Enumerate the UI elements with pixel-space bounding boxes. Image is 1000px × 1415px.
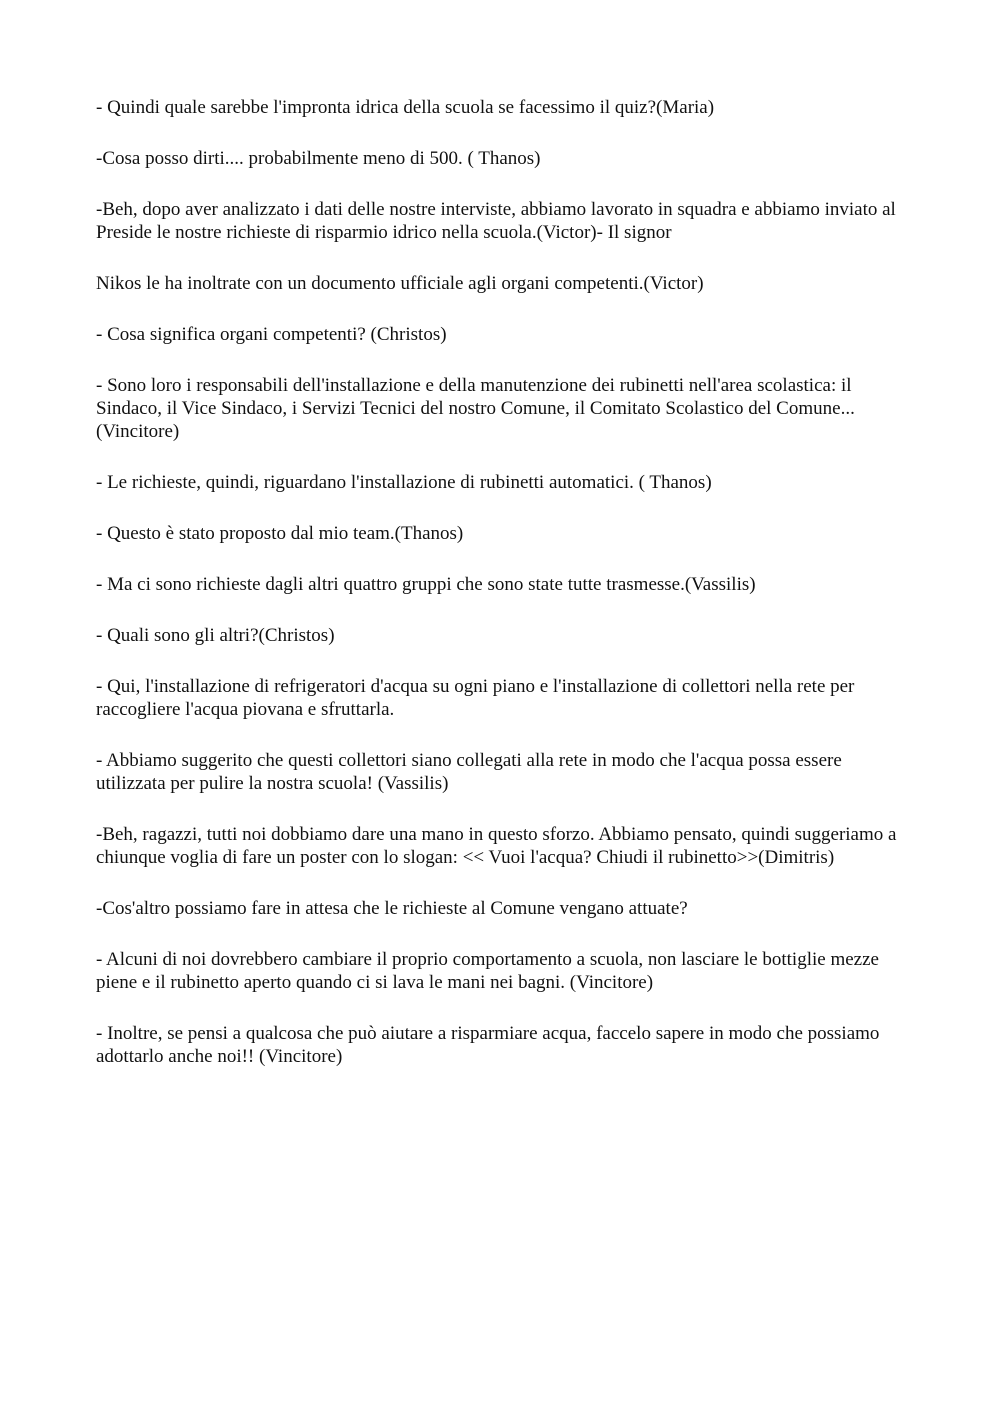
dialogue-line: - Ma ci sono richieste dagli altri quattro gruppi che sono state tutte trasmesse.(Vassilis) [96,574,756,595]
dialogue-line: - Qui, l'installazione di refrigeratori d'acqua su ogni piano e l'installazione di collettori nella rete per raccogliere l'acqua piovana e sfruttarla. [96,676,855,720]
dialogue-line: - Le richieste, quindi, riguardano l'installazione di rubinetti automatici. ( Thanos) [96,472,712,493]
dialogue-line: -Cos'altro possiamo fare in attesa che le richieste al Comune vengano attuate? [96,898,688,919]
dialogue-line: - Sono loro i responsabili dell'installazione e della manutenzione dei rubinetti nell'area scolastica: il Sindaco, il Vice Sindaco, i Servizi Tecnici del nostro Comune, il Comitato Scolastico del Comune... (Vincitore) [96,375,855,442]
dialogue-line: - Cosa significa organi competenti? (Christos) [96,324,447,345]
dialogue-line: - Quindi quale sarebbe l'impronta idrica della scuola se facessimo il quiz?(Maria) [96,97,715,118]
dialogue-line: - Quali sono gli altri?(Christos) [96,625,335,646]
document-body [96,96,908,1096]
dialogue-line: - Abbiamo suggerito che questi collettori siano collegati alla rete in modo che l'acqua possa essere utilizzata per pulire la nostra scuola! (Vassilis) [96,750,842,794]
dialogue-line: - Questo è stato proposto dal mio team.(Thanos) [96,523,464,544]
dialogue-line: -Beh, dopo aver analizzato i dati delle nostre interviste, abbiamo lavorato in squadra e abbiamo inviato al Preside le nostre richieste di risparmio idrico nella scuola.(Victor)- Il signor [96,199,896,243]
dialogue-line: -Cosa posso dirti.... probabilmente meno di 500. ( Thanos) [96,148,541,169]
dialogue-line: -Beh, ragazzi, tutti noi dobbiamo dare una mano in questo sforzo. Abbiamo pensato, quindi suggeriamo a chiunque voglia di fare un poster con lo slogan: << Vuoi l'acqua? Chiudi il rubinetto>>(Dimitris) [96,824,897,868]
dialogue-line: - Inoltre, se pensi a qualcosa che può aiutare a risparmiare acqua, faccelo sapere in modo che possiamo adottarlo anche noi!! (Vincitore) [96,1023,880,1067]
dialogue-line: - Alcuni di noi dovrebbero cambiare il proprio comportamento a scuola, non lasciare le bottiglie mezze piene e il rubinetto aperto quando ci si lava le mani nei bagni. (Vincitore) [96,949,879,993]
dialogue-line: Nikos le ha inoltrate con un documento ufficiale agli organi competenti.(Victor) [96,273,704,294]
